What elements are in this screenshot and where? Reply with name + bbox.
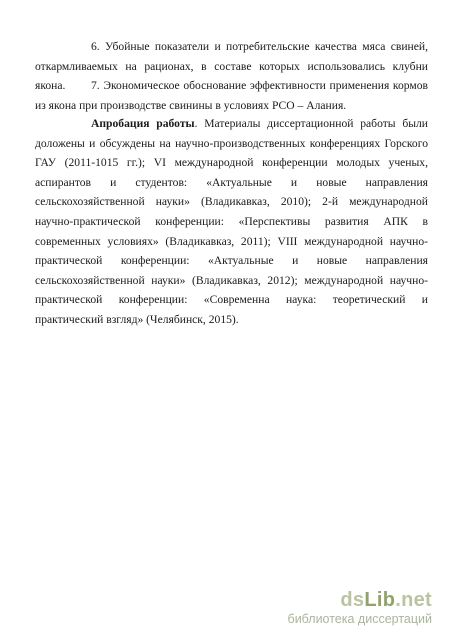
approbation-text: . Материалы диссертационной работы были доложены и обсуждены на научно-производственных конференциях Горского ГАУ (2011-1015 гг.); VI международной конференции молодых ученых, аспирантов и студентов: «Актуальные и новые направления сельскохозяйственной науки» (Владикавказ, 2010); 2-й международной научно-практической конференции: «Перспективы развития АПК в современных условиях» (Владикавказ, 2011); VIII международной научно-практической конференции: «Актуальные и новые направления сельскохозяйственной науки» (Владикавказ, 2012); международной научно-практической конференции: «Современна наука: теоретический и практический взгляд» (Челябинск, 2015). xyxy=(35,117,428,326)
list-item-7: 7. Экономическое обоснование эффективности применения кормов из якона при производстве свинины в условиях РСО – Алания. xyxy=(35,79,428,112)
dslib-watermark xyxy=(288,589,432,627)
watermark-subtitle: библиотека диссертаций xyxy=(287,612,432,626)
approbation-paragraph xyxy=(35,114,428,330)
dslib-logo: dsLib.net xyxy=(340,589,432,611)
list-item-6: 6. Убойные показатели и потребительские качества мяса свиней, откармливаемых на рационах, в составе которых использовались клубни якона. xyxy=(35,40,428,93)
approbation-heading: Апробация работы xyxy=(91,117,195,130)
